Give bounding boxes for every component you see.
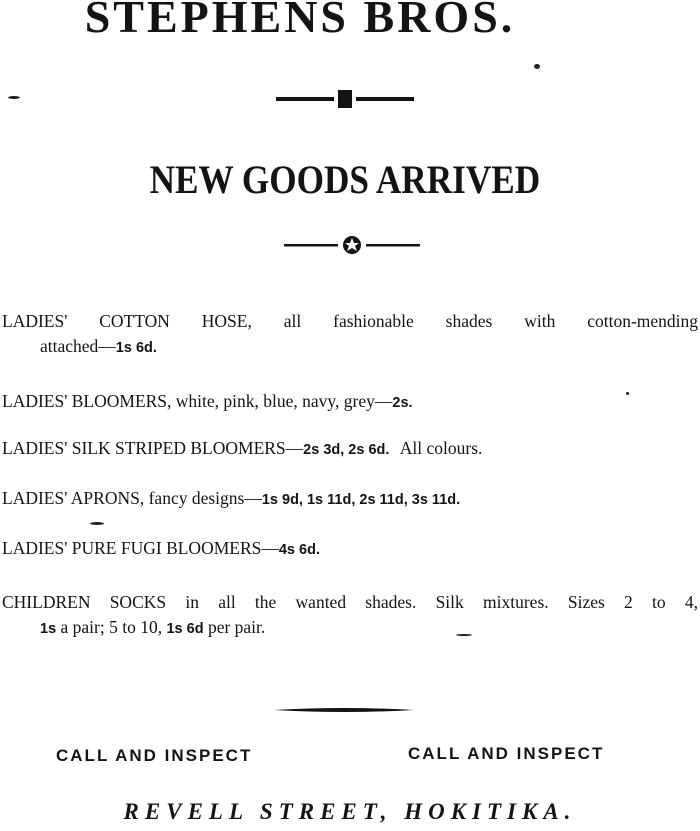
call-and-inspect-right: CALL AND INSPECT [408,744,605,763]
print-speck [626,392,629,395]
item-bloomers [2,389,698,414]
item-price: 1s [40,621,57,638]
item-description: all fashionable shades with cotton-mending [283,311,699,331]
ornament-square-divider [276,88,414,110]
item-children-socks [2,590,698,641]
item-line [2,590,698,615]
item-line [2,615,698,640]
item-aprons [2,486,698,511]
item-line [2,309,698,334]
item-description: in all the wanted shades. Silk mixtures. Sizes 2 to 4, [185,592,698,612]
footer-rule [272,705,416,715]
item-name: LADIES' SILK STRIPED BLOOMERS— [2,438,304,458]
item-price: 4s 6d. [278,542,320,558]
item-price: 2s. [392,395,413,411]
item-description: a pair; 5 to 10, [60,617,163,638]
item-price: 1s 6d. [115,340,157,357]
item-description: fancy designs— [148,488,262,508]
ornament-star-divider [284,234,420,256]
store-title: STEPHENS BROS. [84,0,516,42]
item-description: attached— [40,336,116,357]
call-and-inspect-left: CALL AND INSPECT [56,746,253,765]
headline-new-goods: NEW GOODS ARRIVED [149,157,541,202]
item-description: per pair. [207,617,266,638]
print-speck [456,634,472,636]
item-line [2,334,698,359]
item-name: LADIES' COTTON HOSE, [2,311,252,331]
item-name: LADIES' PURE FUGI BLOOMERS— [2,538,279,558]
print-speck [8,96,20,99]
item-description: All colours. [399,438,483,458]
item-silk-striped-bloomers [2,436,698,461]
item-price: 1s 9d, 1s 11d, 2s 11d, 3s 11d. [261,492,461,508]
store-address: REVELL STREET, HOKITIKA. [123,799,577,824]
item-name: LADIES' BLOOMERS, [2,391,172,411]
item-price: 2s 3d, 2s 6d. [303,442,390,458]
item-cotton-hose [2,309,698,360]
item-description: white, pink, blue, navy, grey— [175,391,393,411]
print-speck [534,64,540,69]
print-speck [90,522,104,525]
item-name: LADIES' APRONS, [2,488,145,508]
item-pure-fugi-bloomers [2,536,698,561]
item-price: 1s 6d [166,621,204,638]
item-name: CHILDREN SOCKS [2,592,167,612]
